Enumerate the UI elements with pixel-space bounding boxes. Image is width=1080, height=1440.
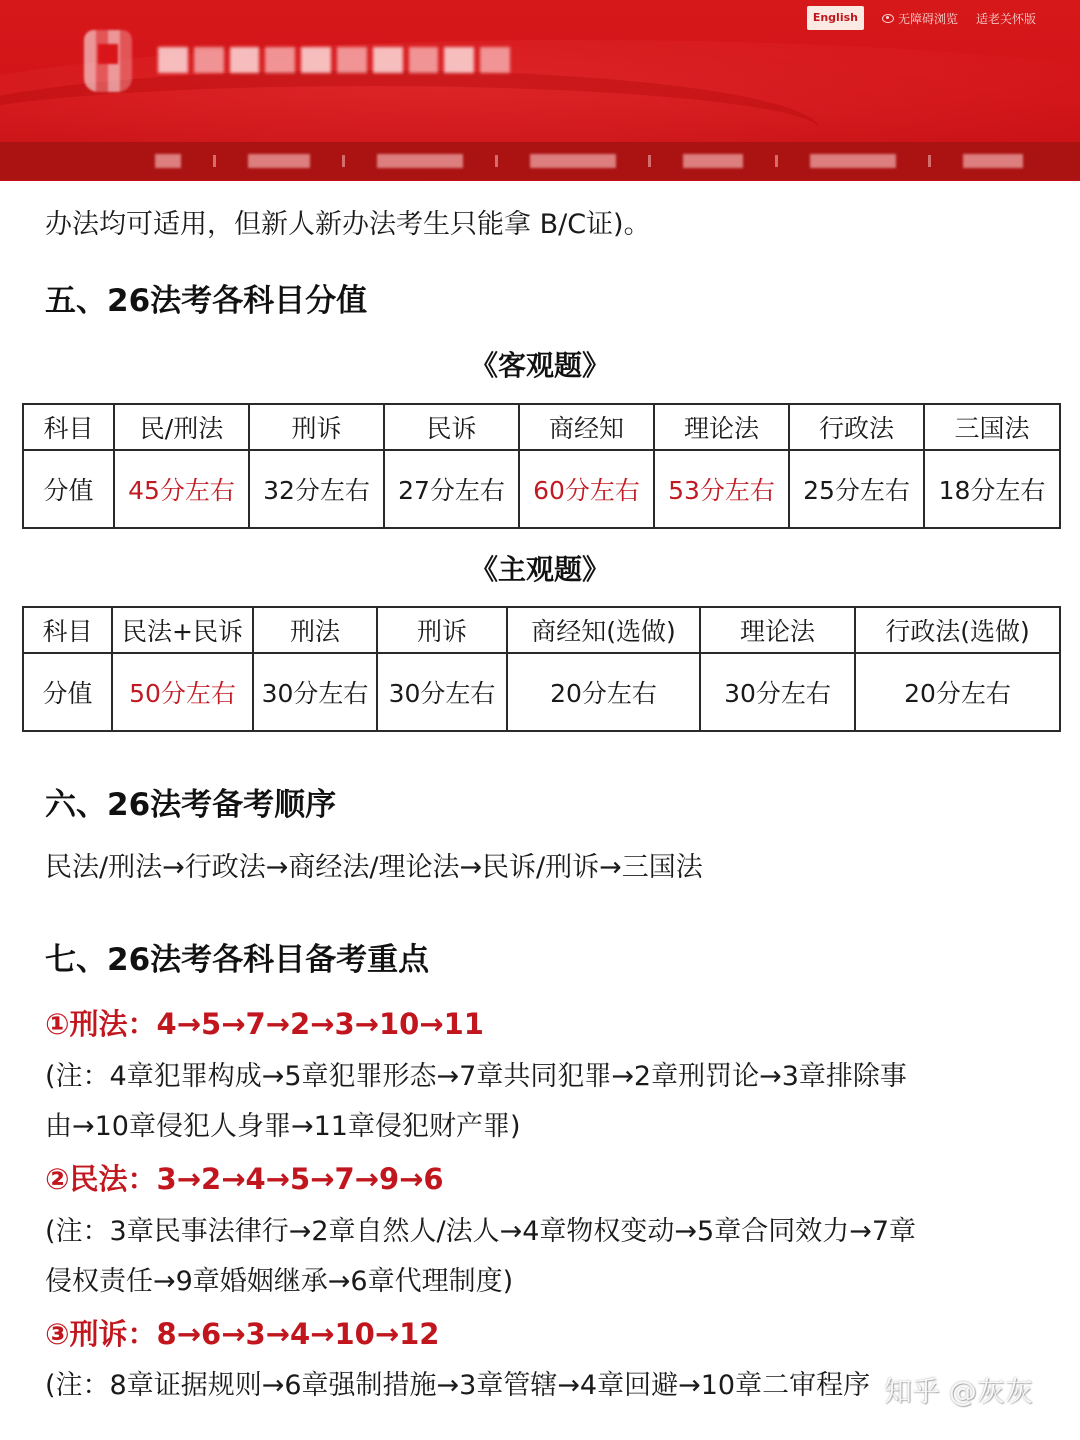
nav-item-blurred[interactable]	[377, 154, 463, 168]
nav-item-blurred[interactable]	[248, 154, 310, 168]
section-5-heading: 五、26法考各科目分值	[45, 283, 368, 319]
criminal-law-focus: ①刑法：4→5→7→2→3→10→11	[45, 1007, 484, 1041]
table-cell: 刑诉	[377, 607, 507, 653]
nav-separator	[648, 155, 651, 167]
table-cell: 民法+民诉	[112, 607, 253, 653]
table-cell: 刑法	[253, 607, 377, 653]
site-header-banner	[0, 0, 1080, 181]
zhihu-watermark: 知乎 @灰灰	[884, 1375, 1033, 1408]
civil-law-note-line-2: 侵权责任→9章婚姻继承→6章代理制度)	[45, 1266, 514, 1297]
mosaic-block	[194, 47, 224, 73]
nav-separator	[775, 155, 778, 167]
site-logo-blurred[interactable]	[84, 30, 132, 92]
table-cell: 商经知(选做)	[507, 607, 700, 653]
criminal-procedure-note-line-1: (注：8章证据规则→6章强制措施→3章管辖→4章回避→10章二审程序	[45, 1370, 871, 1401]
table-cell: 民/刑法	[114, 404, 249, 450]
table-header-row	[23, 404, 1060, 450]
table-cell: 行政法	[789, 404, 924, 450]
civil-law-focus: ②民法：3→2→4→5→7→9→6	[45, 1162, 444, 1196]
civil-law-note-line-1: (注：3章民事法律行→2章自然人/法人→4章物权变动→5章合同效力→7章	[45, 1216, 917, 1247]
accessibility-link[interactable]	[882, 10, 958, 27]
english-button[interactable]: English	[807, 6, 864, 30]
objective-table-title: 《客观题》	[469, 349, 610, 382]
table-cell: 理论法	[654, 404, 789, 450]
table-cell: 30分左右	[377, 653, 507, 731]
site-title-blurred	[158, 44, 510, 76]
table-cell: 科目	[23, 404, 114, 450]
subjective-table-title: 《主观题》	[469, 553, 610, 586]
table-cell: 18分左右	[924, 450, 1060, 528]
table-cell: 20分左右	[855, 653, 1060, 731]
mosaic-block	[265, 47, 295, 73]
table-cell-highlighted: 53分左右	[654, 450, 789, 528]
table-cell: 分值	[23, 450, 114, 528]
nav-separator	[495, 155, 498, 167]
table-cell: 27分左右	[384, 450, 519, 528]
nav-separator	[342, 155, 345, 167]
table-cell: 25分左右	[789, 450, 924, 528]
subjective-score-table	[22, 606, 1061, 732]
intro-paragraph: 办法均可适用，但新人新办法考生只能拿 B/C证)。	[45, 209, 651, 240]
table-cell-highlighted: 60分左右	[519, 450, 654, 528]
mosaic-block	[158, 47, 188, 73]
study-order-text: 民法/刑法→行政法→商经法/理论法→民诉/刑诉→三国法	[45, 852, 703, 883]
eye-icon	[882, 14, 894, 23]
table-cell-highlighted: 50分左右	[112, 653, 253, 731]
table-cell: 30分左右	[253, 653, 377, 731]
table-cell: 民诉	[384, 404, 519, 450]
nav-item-blurred[interactable]	[683, 154, 743, 168]
nav-separator	[928, 155, 931, 167]
nav-item-blurred[interactable]	[530, 154, 616, 168]
table-cell: 刑诉	[249, 404, 384, 450]
accessibility-label: 无障碍浏览	[897, 11, 958, 26]
table-row	[23, 450, 1060, 528]
table-cell: 分值	[23, 653, 112, 731]
table-cell: 三国法	[924, 404, 1060, 450]
mosaic-block	[409, 47, 439, 73]
section-6-heading: 六、26法考备考顺序	[45, 787, 337, 823]
main-nav	[0, 142, 1080, 180]
nav-item-blurred[interactable]	[963, 154, 1023, 168]
table-cell: 商经知	[519, 404, 654, 450]
table-cell: 理论法	[700, 607, 855, 653]
nav-item-blurred[interactable]	[810, 154, 896, 168]
nav-separator	[213, 155, 216, 167]
table-cell: 30分左右	[700, 653, 855, 731]
mosaic-block	[373, 47, 403, 73]
table-cell: 32分左右	[249, 450, 384, 528]
mosaic-block	[337, 47, 367, 73]
top-links	[807, 6, 1036, 30]
table-row	[23, 653, 1060, 731]
criminal-procedure-focus: ③刑诉：8→6→3→4→10→12	[45, 1317, 440, 1351]
criminal-law-note-line-1: (注：4章犯罪构成→5章犯罪形态→7章共同犯罪→2章刑罚论→3章排除事	[45, 1061, 907, 1092]
section-7-heading: 七、26法考各科目备考重点	[45, 942, 430, 978]
table-cell: 科目	[23, 607, 112, 653]
nav-item-blurred[interactable]	[155, 154, 181, 168]
objective-score-table	[22, 403, 1061, 529]
mosaic-block	[230, 47, 260, 73]
mosaic-block	[480, 47, 510, 73]
table-cell: 20分左右	[507, 653, 700, 731]
mosaic-block	[444, 47, 474, 73]
criminal-law-note-line-2: 由→10章侵犯人身罪→11章侵犯财产罪)	[45, 1111, 521, 1142]
table-header-row	[23, 607, 1060, 653]
table-cell: 行政法(选做)	[855, 607, 1060, 653]
mosaic-block	[301, 47, 331, 73]
table-cell-highlighted: 45分左右	[114, 450, 249, 528]
elder-mode-link[interactable]: 适老关怀版	[975, 11, 1036, 26]
